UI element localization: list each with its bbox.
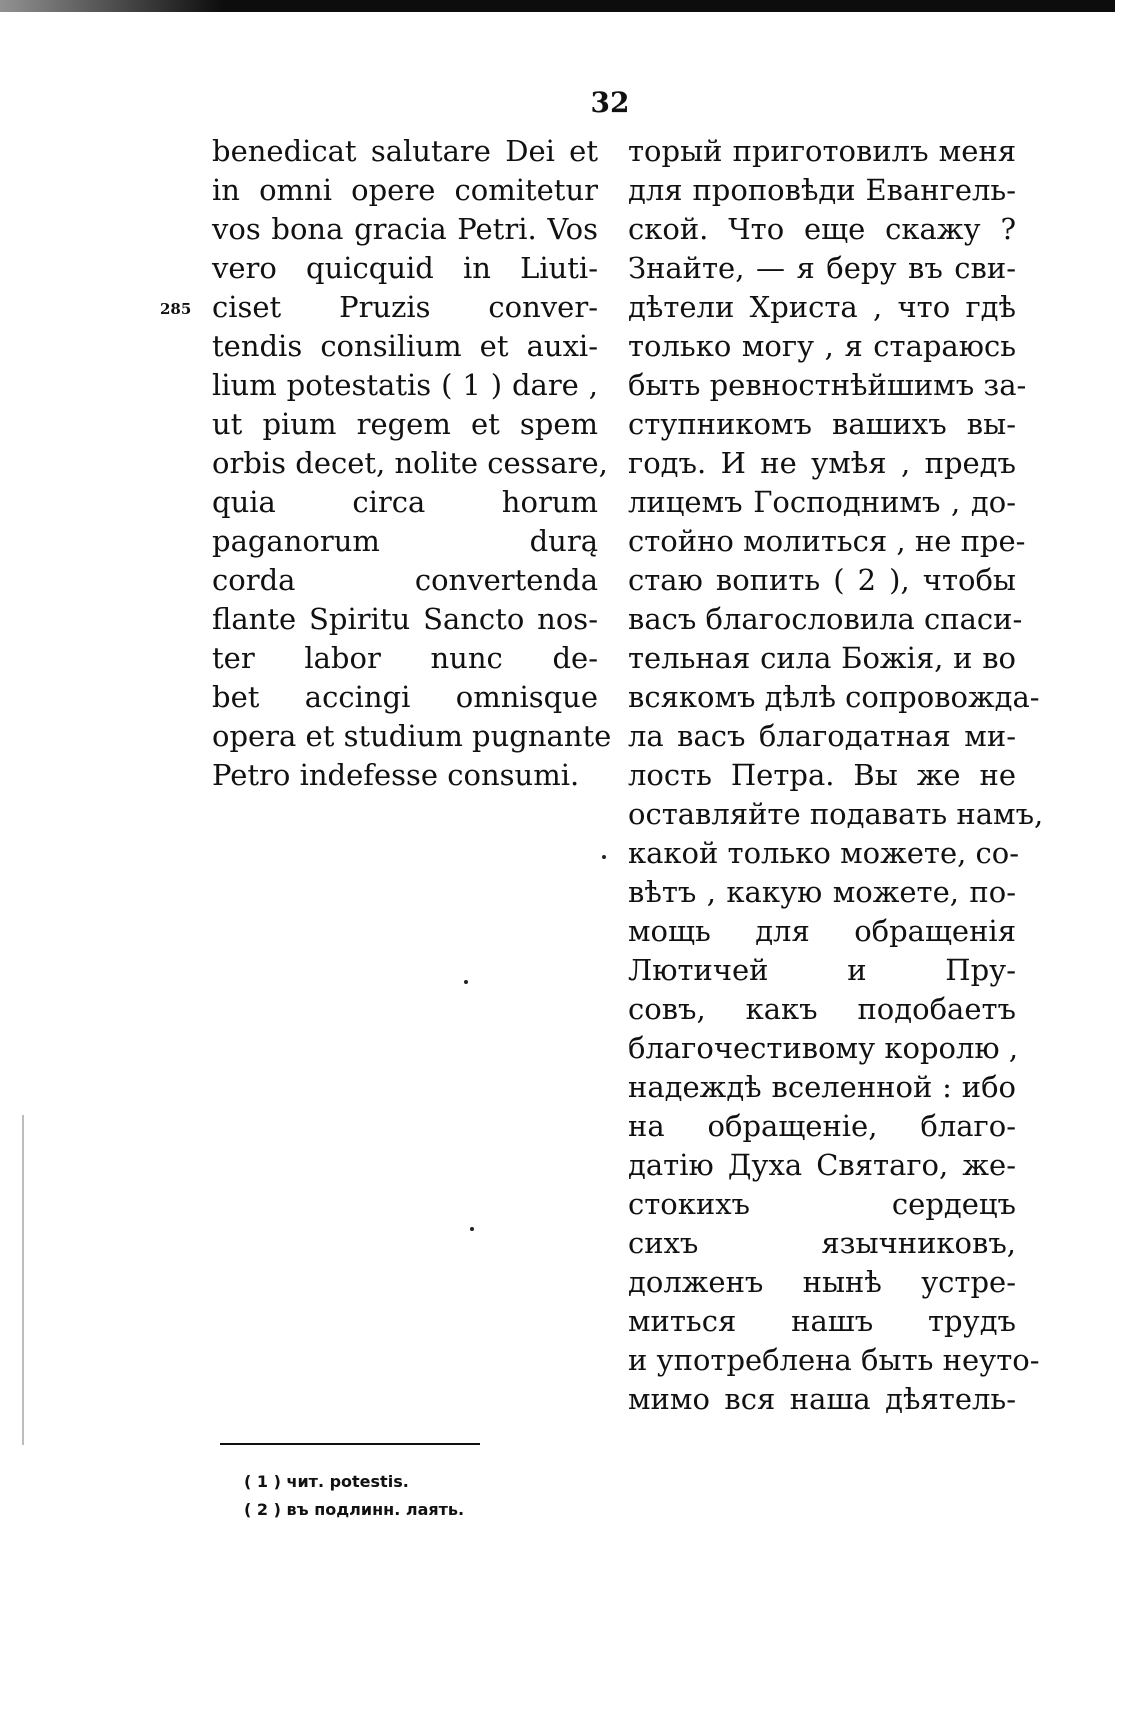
russian-line: датію Духа Святаго, же- [628,1148,1016,1182]
scan-top-edge-fade [0,0,1115,14]
page-number: 32 [590,86,630,119]
russian-line: вѣтъ , какую можете, по- [628,875,1016,909]
latin-text-column [212,132,612,795]
russian-line: стойно молиться , не пре- [628,524,1026,558]
latin-line: opera et studium pugnante [212,719,612,753]
latin-line: quia circa horum [212,485,598,519]
latin-line: ciset Pruzis conver- [212,290,598,324]
russian-line: для проповѣди Евангель- [628,173,1016,207]
russian-line: стокихъ сердецъ [628,1187,1016,1221]
scan-margin-line [22,1115,24,1445]
scan-speck [464,980,468,984]
russian-line: мощь для обращенія [628,914,1016,948]
russian-line: ступникомъ вашихъ вы- [628,407,1016,441]
russian-line: долженъ нынѣ устре- [628,1265,1016,1299]
russian-line: дѣтели Христа , что гдѣ [628,290,1016,324]
scan-speck [470,1227,474,1231]
russian-line: лость Петра. Вы же не [628,758,1016,792]
russian-line: миться нашъ трудъ [628,1304,1016,1338]
scan-speck [602,855,606,859]
russian-line: надеждѣ вселенной : ибо [628,1070,1016,1104]
latin-line: bet accingi omnisque [212,680,598,714]
margin-line-number: 285 [160,300,192,318]
russian-line: на обращеніе, благо- [628,1109,1016,1143]
russian-line: тельная сила Божія, и во [628,641,1016,675]
latin-line: flante Spiritu Sancto nos- [212,602,598,636]
latin-line: lium potestatis ( 1 ) dare , [212,368,598,402]
russian-line: Знайте, — я беру въ сви- [628,251,1016,285]
russian-line: благочестивому королю , [628,1031,1019,1065]
russian-line: годъ. И не умѣя , предъ [628,446,1016,480]
russian-line: сихъ язычниковъ, [628,1226,1016,1260]
russian-line: совъ, какъ подобаетъ [628,992,1016,1026]
russian-line: ла васъ благодатная ми- [628,719,1016,753]
latin-line: orbis decet, nolite cessare, [212,446,608,480]
latin-line: ter labor nunc de- [212,641,598,675]
russian-line: всякомъ дѣлѣ сопровожда- [628,680,1040,714]
russian-line: мимо вся наша дѣятель- [628,1382,1016,1416]
latin-line: paganorum durą [212,524,598,558]
latin-line: Petro indefesse consumi. [212,758,580,792]
russian-line: ской. Что еще скажу ? [628,212,1016,246]
footnote-divider [220,1443,480,1445]
footnotes [244,1468,464,1524]
russian-line: васъ благословила спаси- [628,602,1023,636]
latin-line: corda convertenda [212,563,598,597]
russian-line: и употреблена быть неуто- [628,1343,1040,1377]
footnote-2: ( 2 ) въ подлинн. лаять. [244,1500,465,1519]
russian-text-column [628,132,1044,1419]
footnote-1: ( 1 ) чит. potestis. [244,1472,409,1491]
russian-line: торый приготовилъ меня [628,134,1016,168]
latin-line: vero quicquid in Liuti- [212,251,598,285]
russian-line: лицемъ Господнимъ , до- [628,485,1016,519]
russian-line: быть ревностнѣйшимъ за- [628,368,1027,402]
russian-line: только могу , я стараюсь [628,329,1016,363]
russian-line: оставляйте подавать намъ, [628,797,1044,831]
russian-line: стаю вопить ( 2 ), чтобы [628,563,1016,597]
latin-line: ut pium regem et spem [212,407,598,441]
latin-line: in omni opere comitetur [212,173,598,207]
latin-line: vos bona gracia Petri. Vos [212,212,598,246]
latin-line: tendis consilium et auxi- [212,329,598,363]
russian-line: Лютичей и Пру- [628,953,1016,987]
russian-line: какой только можете, со- [628,836,1020,870]
latin-line: benedicat salutare Dei et [212,134,598,168]
